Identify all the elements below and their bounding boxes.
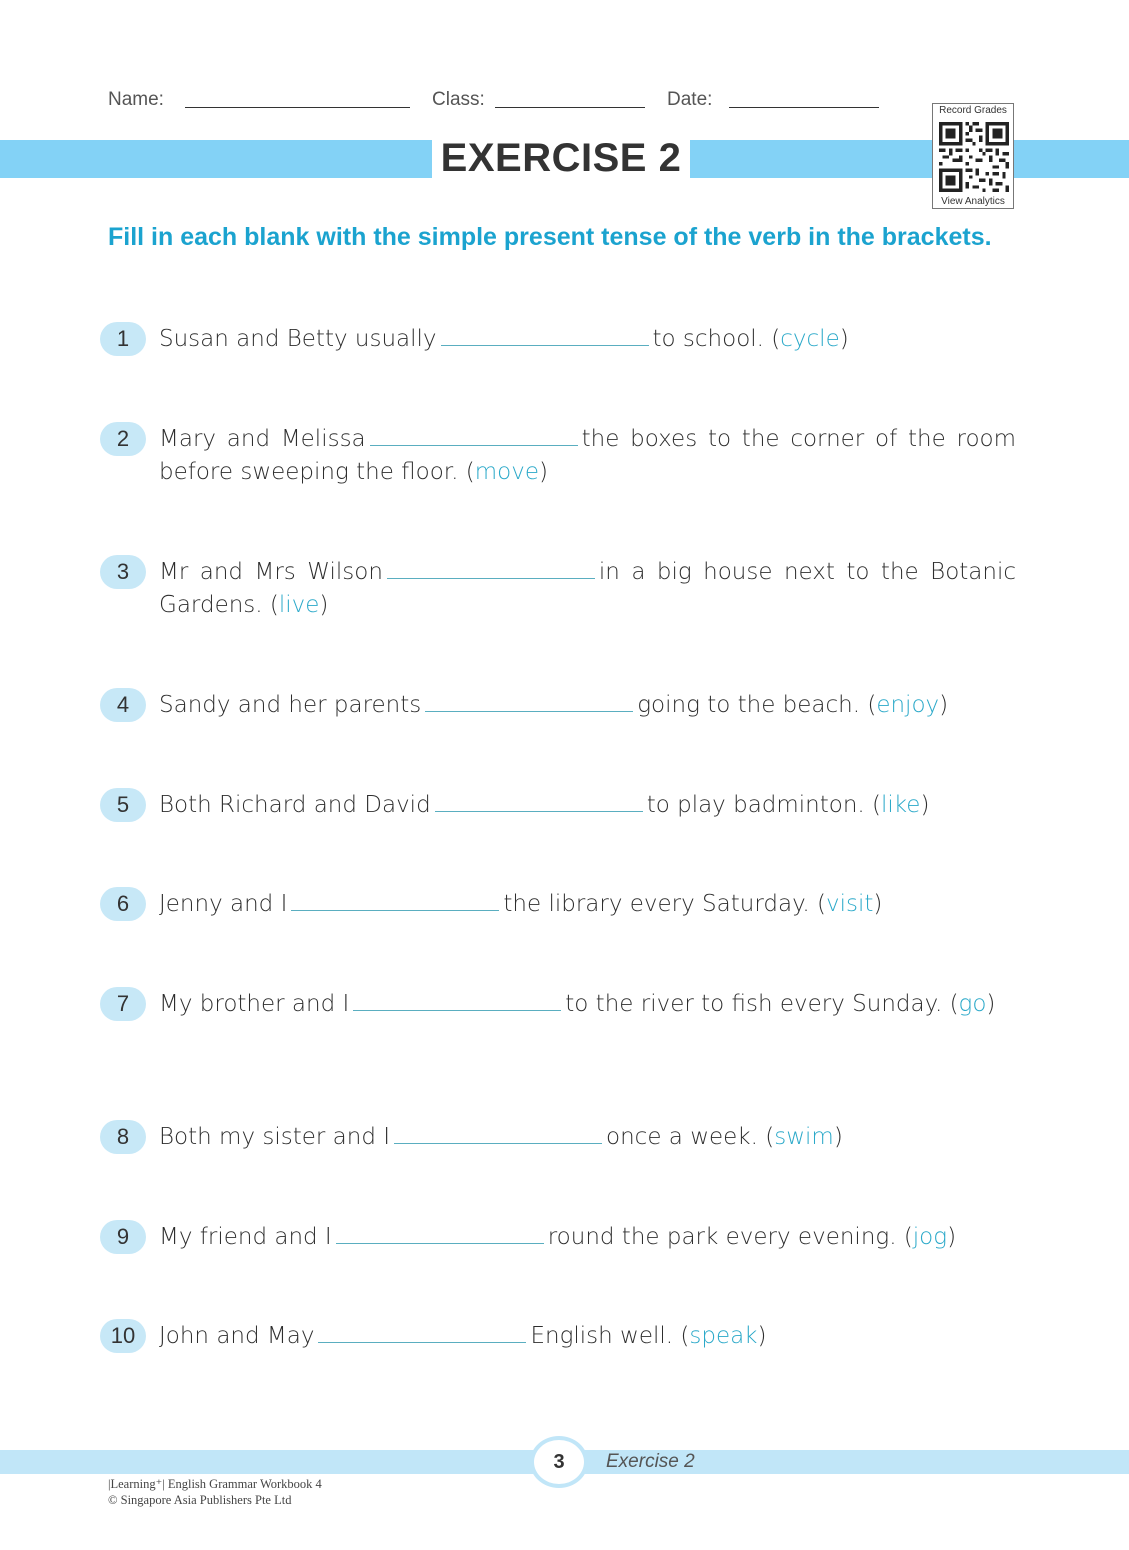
name-label: Name:: [108, 89, 164, 110]
question-suffix: going to the beach. (: [637, 692, 877, 718]
close-bracket: ): [920, 792, 930, 818]
question-text: [159, 423, 1016, 489]
question-prefix: Susan and Betty usually: [159, 326, 437, 352]
question-text: [159, 789, 1016, 822]
book-title: |Learning⁺| English Grammar Workbook 4: [108, 1477, 322, 1491]
copyright: © Singapore Asia Publishers Pte Ltd: [108, 1493, 292, 1507]
date-label: Date:: [667, 89, 713, 110]
verb-hint: live: [278, 592, 320, 618]
question-text: [159, 1121, 1016, 1154]
question-number-badge: 8: [100, 1120, 146, 1154]
question-suffix: the library every Saturday. (: [503, 891, 827, 917]
question-text: [159, 1221, 1016, 1254]
verb-hint: enjoy: [876, 692, 940, 718]
verb-hint: jog: [912, 1224, 948, 1250]
question-text: [159, 1320, 1016, 1353]
question-suffix: to school. (: [652, 326, 781, 352]
verb-hint: visit: [826, 891, 874, 917]
question-prefix: Both Richard and David: [159, 792, 431, 818]
instruction-text: Fill in each blank with the simple present tense of the verb in the brackets.: [108, 223, 992, 251]
page-title: EXERCISE 2: [440, 136, 682, 180]
answer-blank[interactable]: [394, 1123, 602, 1144]
question-suffix: round the park every evening. (: [547, 1224, 913, 1250]
class-label: Class:: [432, 89, 485, 110]
answer-blank[interactable]: [370, 425, 578, 446]
question-prefix: John and May: [159, 1323, 315, 1349]
question-text: [159, 988, 1016, 1021]
header-band-right: [690, 140, 1129, 178]
question-number-badge: 5: [100, 788, 146, 822]
answer-blank[interactable]: [318, 1322, 526, 1343]
close-bracket: ): [873, 891, 883, 917]
footer-section-title: Exercise 2: [606, 1451, 695, 1472]
question-number-badge: 9: [100, 1220, 146, 1254]
answer-blank[interactable]: [435, 791, 643, 812]
question-suffix: to play badminton. (: [646, 792, 882, 818]
question-prefix: Mr and Mrs Wilson: [159, 559, 383, 585]
question-number-badge: 2: [100, 422, 146, 456]
question-text: [159, 323, 1016, 356]
answer-blank[interactable]: [387, 558, 595, 579]
question-prefix: My brother and I: [159, 991, 350, 1017]
question-number-badge: 6: [100, 887, 146, 921]
close-bracket: ): [757, 1323, 767, 1349]
question-suffix: the boxes to the corner of the room before sweeping the floor. (: [159, 426, 1016, 485]
qr-top-label: Record Grades: [939, 105, 1007, 116]
close-bracket: ): [947, 1224, 957, 1250]
close-bracket: ): [538, 459, 548, 485]
question-suffix: in a big house next to the Botanic Gardens. (: [159, 559, 1017, 618]
question-suffix: to the river to fish every Sunday. (: [565, 991, 959, 1017]
question-prefix: Jenny and I: [159, 891, 288, 917]
question-number-badge: 4: [100, 688, 146, 722]
question-prefix: Both my sister and I: [159, 1124, 391, 1150]
question-suffix: English well. (: [530, 1323, 690, 1349]
qr-code-box[interactable]: [932, 103, 1014, 209]
answer-blank[interactable]: [441, 325, 649, 346]
answer-blank[interactable]: [353, 990, 561, 1011]
question-number-badge: 10: [100, 1319, 146, 1353]
question-number-badge: 3: [100, 555, 146, 589]
question-suffix: once a week. (: [606, 1124, 775, 1150]
verb-hint: move: [474, 459, 539, 485]
close-bracket: ): [839, 326, 849, 352]
question-prefix: Mary and Melissa: [159, 426, 366, 452]
verb-hint: cycle: [780, 326, 840, 352]
close-bracket: ): [986, 991, 996, 1017]
question-text: [159, 689, 1016, 722]
name-field[interactable]: [185, 107, 410, 108]
question-number-badge: 7: [100, 987, 146, 1021]
answer-blank[interactable]: [336, 1223, 544, 1244]
close-bracket: ): [939, 692, 949, 718]
question-prefix: Sandy and her parents: [159, 692, 422, 718]
question-prefix: My friend and I: [159, 1224, 332, 1250]
close-bracket: ): [319, 592, 329, 618]
question-text: [159, 556, 1016, 622]
answer-blank[interactable]: [291, 890, 499, 911]
qr-code-icon: [939, 121, 1009, 193]
class-field[interactable]: [495, 107, 645, 108]
page-number: 3: [530, 1436, 588, 1488]
header-band-left: [0, 140, 432, 178]
verb-hint: go: [958, 991, 987, 1017]
answer-blank[interactable]: [425, 691, 633, 712]
question-text: [159, 888, 1016, 921]
close-bracket: ): [833, 1124, 843, 1150]
qr-bottom-label: View Analytics: [941, 196, 1005, 207]
verb-hint: speak: [689, 1323, 758, 1349]
question-number-badge: 1: [100, 322, 146, 356]
footer-credit: [108, 1476, 322, 1508]
verb-hint: like: [881, 792, 921, 818]
date-field[interactable]: [729, 107, 879, 108]
verb-hint: swim: [774, 1124, 834, 1150]
